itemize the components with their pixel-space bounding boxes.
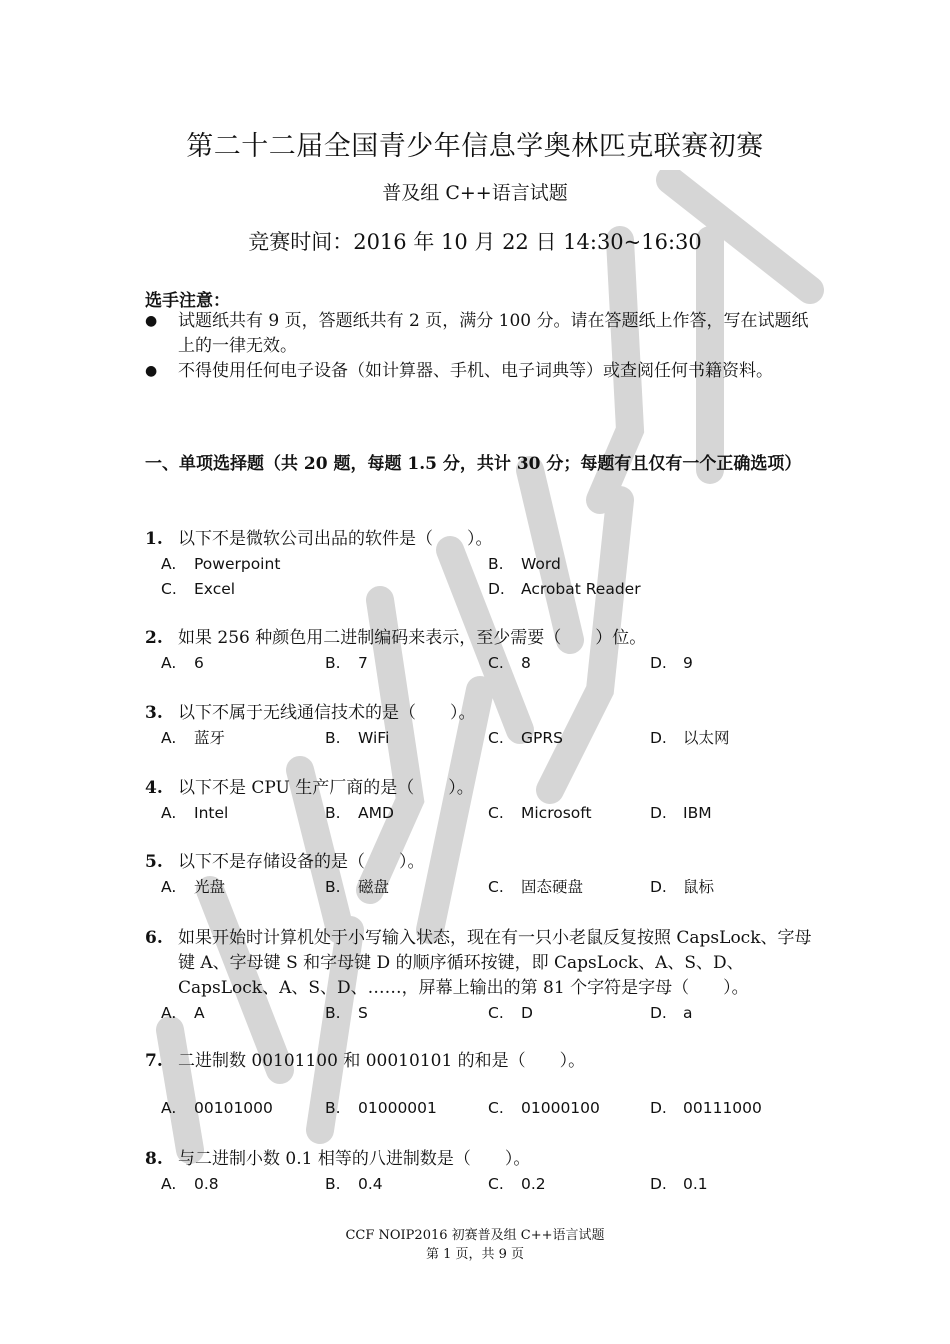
option-c: C. D <box>488 1004 533 1022</box>
option-b: B. Word <box>488 555 561 573</box>
notice-item <box>145 359 810 384</box>
option-c: C. 8 <box>488 654 531 672</box>
option-b: B. AMD <box>325 804 394 822</box>
question-3 <box>145 701 815 751</box>
option-d: D. IBM <box>650 804 712 822</box>
question-6 <box>145 926 815 1026</box>
option-b: B. 7 <box>325 654 368 672</box>
question-text: 二进制数 00101100 和 00010101 的和是（ ）。 <box>178 1051 586 1071</box>
option-a: A. 蓝牙 <box>161 729 226 747</box>
question-text: 与二进制小数 0.1 相等的八进制数是（ ）。 <box>178 1149 531 1169</box>
question-4 <box>145 776 815 826</box>
option-c: C. GPRS <box>488 729 563 747</box>
bullet-icon: ● <box>145 313 158 329</box>
notice-text: 不得使用任何电子设备（如计算器、手机、电子词典等）或查阅任何书籍资料。 <box>178 361 773 381</box>
page-number: 第 1 页，共 9 页 <box>425 1247 525 1262</box>
option-d: D. Acrobat Reader <box>488 580 641 598</box>
option-d: D. 0.1 <box>650 1175 708 1193</box>
option-b: B. 磁盘 <box>325 878 390 896</box>
question-number: 3. <box>145 703 163 723</box>
option-d: D. a <box>650 1004 693 1022</box>
option-d: D. 00111000 <box>650 1099 762 1117</box>
option-c: C. 0.2 <box>488 1175 546 1193</box>
question-text: 以下不是 CPU 生产厂商的是（ ）。 <box>178 778 474 798</box>
option-a: A. 光盘 <box>161 878 226 896</box>
question-number: 5. <box>145 852 163 872</box>
question-8 <box>145 1147 815 1197</box>
question-text: 如果开始时计算机处于小写输入状态，现在有一只小老鼠反复按照 CapsLock、字母键 A、字母键 S 和字母键 D 的顺序循环按键，即 CapsLock、A、S、D、CapsLock、A、S、D、……，屏幕上输出的第 81 个字符是字母（ ）。 <box>178 928 812 998</box>
question-number: 4. <box>145 778 163 798</box>
option-d: D. 鼠标 <box>650 878 715 896</box>
question-7 <box>145 1049 815 1121</box>
bullet-icon: ● <box>145 363 158 379</box>
exam-time: 竞赛时间：2016 年 10 月 22 日 14:30~16:30 <box>248 230 702 254</box>
question-2 <box>145 626 815 676</box>
option-a: A. 0.8 <box>161 1175 219 1193</box>
option-a: A. 6 <box>161 654 204 672</box>
question-text: 以下不是微软公司出品的软件是（ ）。 <box>178 529 493 549</box>
question-number: 2. <box>145 628 163 648</box>
option-d: D. 9 <box>650 654 693 672</box>
option-a: A. 00101000 <box>161 1099 273 1117</box>
notice-list <box>145 309 810 384</box>
option-b: B. WiFi <box>325 729 390 747</box>
option-a: A. Intel <box>161 804 229 822</box>
question-number: 1. <box>145 529 163 549</box>
option-c: C. 01000100 <box>488 1099 600 1117</box>
footer-title: CCF NOIP2016 初赛普及组 C++语言试题 <box>345 1228 605 1243</box>
question-5 <box>145 850 815 900</box>
notice-heading: 选手注意： <box>145 291 230 311</box>
option-c: C. Excel <box>161 580 236 598</box>
option-d: D. 以太网 <box>650 729 730 747</box>
exam-subtitle: 普及组 C++语言试题 <box>382 182 568 204</box>
question-number: 8. <box>145 1149 163 1169</box>
question-1 <box>145 527 815 602</box>
question-text: 以下不属于无线通信技术的是（ ）。 <box>178 703 476 723</box>
question-text: 如果 256 种颜色用二进制编码来表示，至少需要（ ）位。 <box>178 628 647 648</box>
option-c: C. 固态硬盘 <box>488 878 584 896</box>
question-text: 以下不是存储设备的是（ ）。 <box>178 852 425 872</box>
question-number: 7. <box>145 1051 163 1071</box>
option-b: B. 01000001 <box>325 1099 437 1117</box>
notice-text: 试题纸共有 9 页，答题纸共有 2 页，满分 100 分。请在答题纸上作答，写在试题纸上的一律无效。 <box>178 311 809 356</box>
question-number: 6. <box>145 928 163 948</box>
option-a: A. A <box>161 1004 205 1022</box>
option-b: B. S <box>325 1004 368 1022</box>
exam-title: 第二十二届全国青少年信息学奥林匹克联赛初赛 <box>186 131 764 162</box>
section-title: 一、单项选择题（共 20 题，每题 1.5 分，共计 30 分；每题有且仅有一个正确选项） <box>145 454 802 474</box>
option-a: A. Powerpoint <box>161 555 281 573</box>
page-footer <box>0 1226 950 1264</box>
notice-item <box>145 309 810 359</box>
option-b: B. 0.4 <box>325 1175 383 1193</box>
option-c: C. Microsoft <box>488 804 592 822</box>
